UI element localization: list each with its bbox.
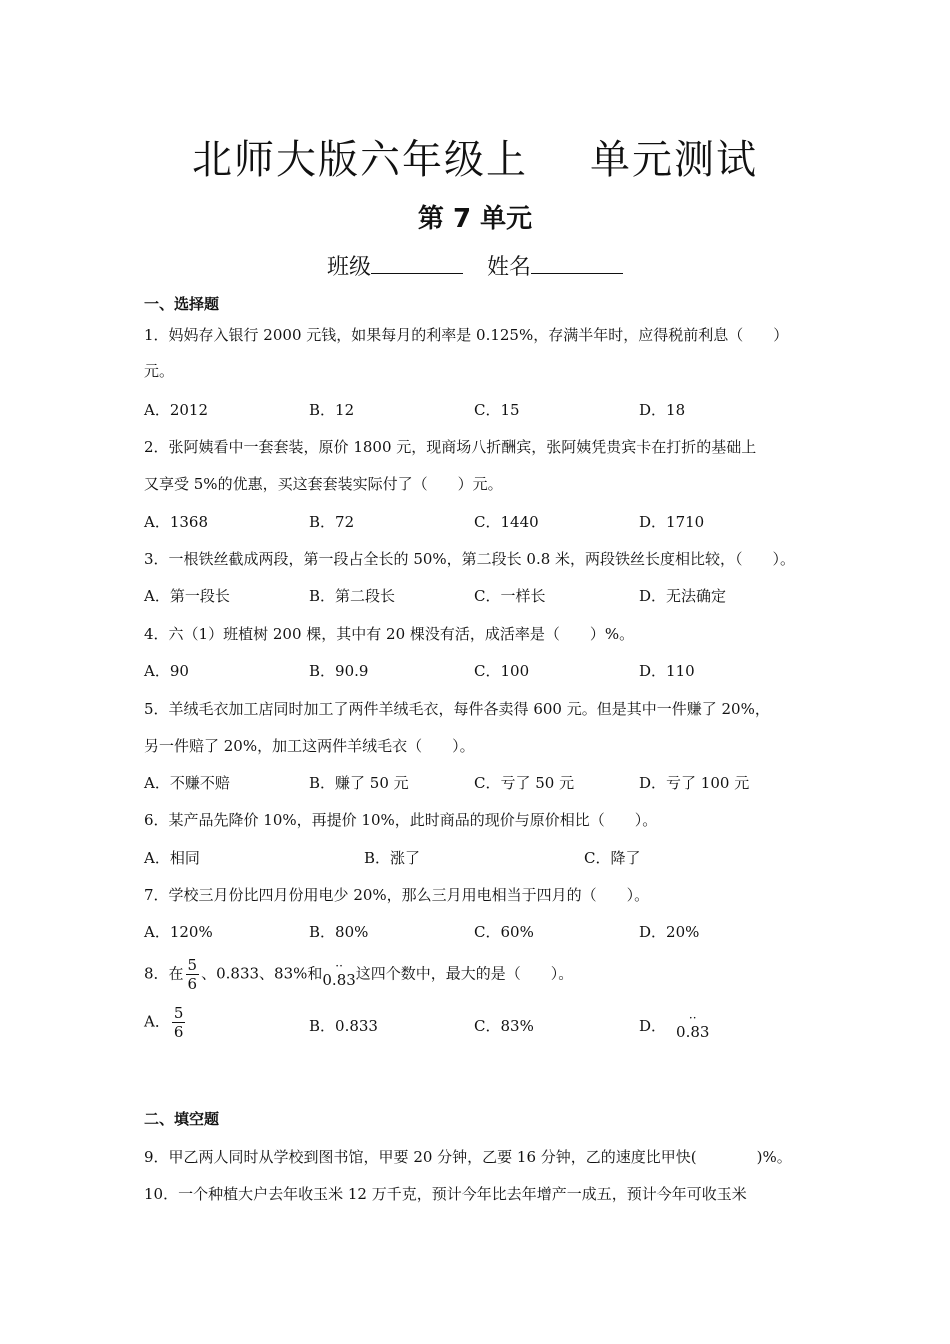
question-10: 10．一个种植大户去年收玉米 12 万千克，预计今年比去年增产一成五，预计今年可收玉米 bbox=[144, 1185, 747, 1203]
question-1-line2: 元。 bbox=[144, 362, 175, 380]
question-4: 4．六（1）班植树 200 棵，其中有 20 棵没有活，成活率是（ ）%。 bbox=[144, 625, 635, 643]
q3-option-a[interactable]: A．第一段长 bbox=[144, 587, 230, 605]
repeating-decimal-value: 0.83 bbox=[322, 970, 356, 989]
q2-option-c[interactable]: C．1440 bbox=[474, 513, 539, 531]
repeating-decimal bbox=[322, 958, 356, 989]
question-5: 5．羊绒毛衣加工店同时加工了两件羊绒毛衣，每件各卖得 600 元。但是其中一件赚了 20%， bbox=[144, 700, 770, 718]
q3-option-b[interactable]: B．第二段长 bbox=[309, 587, 396, 605]
section-choice-heading: 一、选择题 bbox=[144, 295, 220, 313]
q1-option-b[interactable]: B．12 bbox=[309, 401, 355, 419]
option-a-fraction bbox=[172, 1004, 186, 1041]
option-a-numerator: 5 bbox=[173, 1004, 184, 1022]
question-7: 7．学校三月份比四月份用电少 20%，那么三月用电相当于四月的（ ）。 bbox=[144, 886, 650, 904]
page-title bbox=[0, 128, 950, 185]
question-8 bbox=[144, 956, 573, 993]
option-d-repeat-dots: ·· bbox=[688, 1011, 697, 1025]
q2-option-a[interactable]: A．1368 bbox=[144, 513, 209, 531]
q8-mid: 、0.833、83%和 bbox=[201, 964, 323, 983]
q3-option-c[interactable]: C．一样长 bbox=[474, 587, 546, 605]
question-1: 1．妈妈存入银行 2000 元钱，如果每月的利率是 0.125%，存满半年时，应得税前利息（ ） bbox=[144, 326, 789, 344]
q8-option-c[interactable]: C．83% bbox=[474, 1017, 534, 1035]
q1-option-a[interactable]: A．2012 bbox=[144, 401, 209, 419]
q3-option-d[interactable]: D．无法确定 bbox=[639, 587, 727, 605]
class-label: 班级 bbox=[326, 255, 371, 280]
title-right: 单元测试 bbox=[590, 137, 758, 183]
option-a-denominator: 6 bbox=[173, 1023, 184, 1041]
q5-option-d[interactable]: D．亏了 100 元 bbox=[639, 774, 750, 792]
q7-option-b[interactable]: B．80% bbox=[309, 923, 369, 941]
q4-option-b[interactable]: B．90.9 bbox=[309, 662, 369, 680]
q7-option-d[interactable]: D．20% bbox=[639, 923, 700, 941]
q8-option-a-label: A． bbox=[144, 1012, 170, 1031]
q8-option-a[interactable] bbox=[144, 1004, 187, 1041]
q4-option-c[interactable]: C．100 bbox=[474, 662, 530, 680]
question-2-line2: 又享受 5%的优惠，买这套套装实际付了（ ）元。 bbox=[144, 475, 503, 493]
fraction-numerator: 5 bbox=[187, 956, 198, 974]
fraction-denominator: 6 bbox=[187, 975, 198, 993]
question-2: 2．张阿姨看中一套套装，原价 1800 元，现商场八折酬宾，张阿姨凭贵宾卡在打折的基础上 bbox=[144, 438, 757, 456]
q8-suffix: 这四个数中，最大的是（ ）。 bbox=[355, 964, 574, 983]
q5-option-a[interactable]: A．不赚不赔 bbox=[144, 774, 230, 792]
q5-option-b[interactable]: B．赚了 50 元 bbox=[309, 774, 409, 792]
q1-option-c[interactable]: C．15 bbox=[474, 401, 520, 419]
q7-option-a[interactable]: A．120% bbox=[144, 923, 213, 941]
q8-option-b[interactable]: B．0.833 bbox=[309, 1017, 378, 1035]
q1-option-d[interactable]: D．18 bbox=[639, 401, 686, 419]
class-blank[interactable] bbox=[371, 255, 463, 274]
question-6: 6．某产品先降价 10%，再提价 10%，此时商品的现价与原价相比（ ）。 bbox=[144, 811, 658, 829]
q2-option-b[interactable]: B．72 bbox=[309, 513, 355, 531]
q6-option-c[interactable]: C．降了 bbox=[584, 849, 641, 867]
question-9: 9．甲乙两人同时从学校到图书馆，甲要 20 分钟，乙要 16 分钟，乙的速度比甲快( )%。 bbox=[144, 1148, 792, 1166]
q2-option-d[interactable]: D．1710 bbox=[639, 513, 705, 531]
q5-option-c[interactable]: C．亏了 50 元 bbox=[474, 774, 575, 792]
repeat-dots: ·· bbox=[335, 958, 343, 973]
section-fill-heading: 二、填空题 bbox=[144, 1110, 220, 1128]
fraction-five-sixths bbox=[186, 956, 200, 993]
q6-option-a[interactable]: A．相同 bbox=[144, 849, 200, 867]
q8-prefix: 8．在 bbox=[144, 964, 184, 983]
q4-option-d[interactable]: D．110 bbox=[639, 662, 695, 680]
name-label: 姓名 bbox=[487, 255, 532, 280]
q8-option-d-label: D． bbox=[639, 1017, 667, 1035]
question-5-line2: 另一件赔了 20%，加工这两件羊绒毛衣（ ）。 bbox=[144, 737, 475, 755]
option-d-repeating-decimal bbox=[676, 1011, 710, 1041]
q4-option-a[interactable]: A．90 bbox=[144, 662, 189, 680]
q8-option-d[interactable] bbox=[639, 1011, 710, 1041]
q6-option-b[interactable]: B．涨了 bbox=[364, 849, 421, 867]
title-left: 北师大版六年级上 bbox=[192, 137, 528, 183]
class-name-line bbox=[0, 250, 950, 281]
question-3: 3．一根铁丝截成两段，第一段占全长的 50%，第二段长 0.8 米，两段铁丝长度相比较，（ ）。 bbox=[144, 550, 796, 568]
q7-option-c[interactable]: C．60% bbox=[474, 923, 534, 941]
unit-heading: 第 7 单元 bbox=[417, 204, 533, 234]
name-blank[interactable] bbox=[531, 255, 623, 274]
option-d-value: 0.83 bbox=[676, 1023, 710, 1041]
